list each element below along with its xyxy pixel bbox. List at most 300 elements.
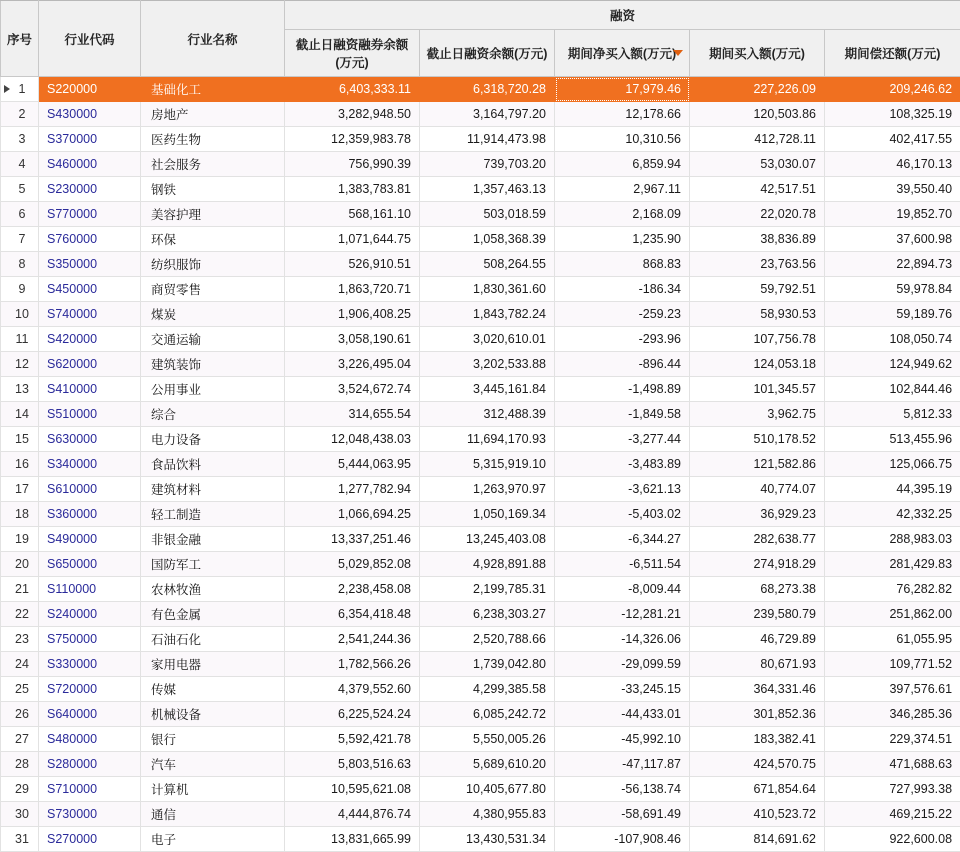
repay-amount-cell[interactable]: 397,576.61: [825, 677, 960, 702]
column-header-industry-code[interactable]: 行业代码: [39, 1, 141, 77]
margin-balance-total-cell[interactable]: 6,225,524.24: [285, 702, 420, 727]
net-buy-amount-cell[interactable]: -186.34: [555, 277, 690, 302]
industry-name-cell[interactable]: 轻工制造: [141, 502, 285, 527]
industry-name-cell[interactable]: 传媒: [141, 677, 285, 702]
industry-code-cell[interactable]: S460000: [39, 152, 141, 177]
repay-amount-cell[interactable]: 727,993.38: [825, 777, 960, 802]
margin-balance-total-cell[interactable]: 1,071,644.75: [285, 227, 420, 252]
repay-amount-cell[interactable]: 46,170.13: [825, 152, 960, 177]
row-sequence-label: 20: [15, 557, 29, 571]
row-sequence-cell[interactable]: [1, 352, 39, 377]
buy-amount-cell[interactable]: 301,852.36: [690, 702, 825, 727]
table-row[interactable]: [1, 102, 960, 127]
buy-amount-cell[interactable]: 80,671.93: [690, 652, 825, 677]
repay-amount-cell[interactable]: 44,395.19: [825, 477, 960, 502]
net-buy-amount-cell[interactable]: -1,498.89: [555, 377, 690, 402]
margin-balance-total-cell[interactable]: 4,444,876.74: [285, 802, 420, 827]
buy-amount-cell[interactable]: 3,962.75: [690, 402, 825, 427]
financing-balance-cell[interactable]: 1,843,782.24: [420, 302, 555, 327]
table-row[interactable]: [1, 327, 960, 352]
financing-balance-cell[interactable]: 5,689,610.20: [420, 752, 555, 777]
table-row[interactable]: [1, 227, 960, 252]
margin-balance-total-cell[interactable]: 568,161.10: [285, 202, 420, 227]
industry-name-cell[interactable]: 基础化工: [141, 77, 285, 102]
financing-balance-cell[interactable]: 4,380,955.83: [420, 802, 555, 827]
column-header-industry-name[interactable]: 行业名称: [141, 1, 285, 77]
repay-amount-cell[interactable]: 513,455.96: [825, 427, 960, 452]
row-sequence-cell[interactable]: [1, 652, 39, 677]
financing-balance-cell[interactable]: 503,018.59: [420, 202, 555, 227]
net-buy-amount-cell[interactable]: -8,009.44: [555, 577, 690, 602]
row-sequence-cell[interactable]: [1, 127, 39, 152]
row-sequence-cell[interactable]: [1, 277, 39, 302]
margin-balance-total-cell[interactable]: 10,595,621.08: [285, 777, 420, 802]
repay-amount-cell[interactable]: 22,894.73: [825, 252, 960, 277]
margin-balance-total-cell[interactable]: 314,655.54: [285, 402, 420, 427]
row-sequence-cell[interactable]: [1, 252, 39, 277]
repay-amount-cell[interactable]: 61,055.95: [825, 627, 960, 652]
repay-amount-cell[interactable]: 109,771.52: [825, 652, 960, 677]
table-row[interactable]: [1, 577, 960, 602]
industry-name-cell[interactable]: 煤炭: [141, 302, 285, 327]
buy-amount-cell[interactable]: 46,729.89: [690, 627, 825, 652]
industry-code-cell[interactable]: S640000: [39, 702, 141, 727]
buy-amount-cell[interactable]: 410,523.72: [690, 802, 825, 827]
industry-name-cell[interactable]: 纺织服饰: [141, 252, 285, 277]
net-buy-amount-cell[interactable]: -5,403.02: [555, 502, 690, 527]
row-sequence-label: 13: [15, 382, 29, 396]
table-row[interactable]: [1, 352, 960, 377]
repay-amount-cell[interactable]: 288,983.03: [825, 527, 960, 552]
row-sequence-cell[interactable]: [1, 77, 39, 102]
table-row[interactable]: [1, 477, 960, 502]
repay-amount-cell[interactable]: 108,325.19: [825, 102, 960, 127]
row-sequence-cell[interactable]: [1, 202, 39, 227]
row-sequence-label: 2: [19, 107, 26, 121]
industry-code-cell[interactable]: S370000: [39, 127, 141, 152]
repay-amount-cell[interactable]: 76,282.82: [825, 577, 960, 602]
margin-balance-total-cell[interactable]: 1,277,782.94: [285, 477, 420, 502]
repay-amount-cell[interactable]: 125,066.75: [825, 452, 960, 477]
financing-balance-cell[interactable]: 1,830,361.60: [420, 277, 555, 302]
industry-name-cell[interactable]: 交通运输: [141, 327, 285, 352]
industry-name-cell[interactable]: 商贸零售: [141, 277, 285, 302]
table-row[interactable]: [1, 552, 960, 577]
repay-amount-cell[interactable]: 102,844.46: [825, 377, 960, 402]
buy-amount-cell[interactable]: 38,836.89: [690, 227, 825, 252]
industry-code-cell[interactable]: S270000: [39, 827, 141, 852]
row-sequence-cell[interactable]: [1, 452, 39, 477]
margin-balance-total-cell[interactable]: 13,337,251.46: [285, 527, 420, 552]
net-buy-amount-cell[interactable]: -14,326.06: [555, 627, 690, 652]
row-sequence-label: 7: [19, 232, 26, 246]
industry-code-cell[interactable]: S650000: [39, 552, 141, 577]
row-sequence-cell[interactable]: [1, 627, 39, 652]
financing-balance-cell[interactable]: 1,357,463.13: [420, 177, 555, 202]
row-sequence-cell[interactable]: [1, 502, 39, 527]
net-buy-amount-cell[interactable]: -107,908.46: [555, 827, 690, 852]
table-row[interactable]: [1, 527, 960, 552]
buy-amount-cell[interactable]: 40,774.07: [690, 477, 825, 502]
margin-balance-total-cell[interactable]: 5,029,852.08: [285, 552, 420, 577]
table-row[interactable]: [1, 802, 960, 827]
industry-code-cell[interactable]: S730000: [39, 802, 141, 827]
repay-amount-cell[interactable]: 37,600.98: [825, 227, 960, 252]
industry-code-cell[interactable]: S350000: [39, 252, 141, 277]
repay-amount-cell[interactable]: 39,550.40: [825, 177, 960, 202]
financing-balance-cell[interactable]: 10,405,677.80: [420, 777, 555, 802]
table-row[interactable]: [1, 702, 960, 727]
buy-amount-cell[interactable]: 412,728.11: [690, 127, 825, 152]
margin-balance-total-cell[interactable]: 3,524,672.74: [285, 377, 420, 402]
net-buy-amount-cell[interactable]: -44,433.01: [555, 702, 690, 727]
repay-amount-cell[interactable]: 471,688.63: [825, 752, 960, 777]
margin-balance-total-cell[interactable]: 1,066,694.25: [285, 502, 420, 527]
financing-balance-cell[interactable]: 3,202,533.88: [420, 352, 555, 377]
financing-balance-cell[interactable]: 508,264.55: [420, 252, 555, 277]
financing-balance-cell[interactable]: 3,020,610.01: [420, 327, 555, 352]
row-sequence-cell[interactable]: [1, 427, 39, 452]
industry-code-cell[interactable]: S220000: [39, 77, 141, 102]
repay-amount-cell[interactable]: 124,949.62: [825, 352, 960, 377]
industry-name-cell[interactable]: 电子: [141, 827, 285, 852]
table-row[interactable]: [1, 277, 960, 302]
industry-code-cell[interactable]: S240000: [39, 602, 141, 627]
buy-amount-cell[interactable]: 424,570.75: [690, 752, 825, 777]
row-sequence-cell[interactable]: [1, 727, 39, 752]
net-buy-amount-cell[interactable]: -58,691.49: [555, 802, 690, 827]
row-sequence-label: 31: [15, 832, 29, 846]
industry-code-cell[interactable]: S280000: [39, 752, 141, 777]
repay-amount-cell[interactable]: 59,189.76: [825, 302, 960, 327]
row-sequence-cell[interactable]: [1, 677, 39, 702]
industry-name-cell[interactable]: 美容护理: [141, 202, 285, 227]
row-sequence-cell[interactable]: [1, 777, 39, 802]
margin-balance-total-cell[interactable]: 12,048,438.03: [285, 427, 420, 452]
table-row[interactable]: [1, 127, 960, 152]
industry-code-cell[interactable]: S760000: [39, 227, 141, 252]
margin-balance-total-cell[interactable]: 13,831,665.99: [285, 827, 420, 852]
table-row[interactable]: [1, 502, 960, 527]
margin-balance-total-cell[interactable]: 2,238,458.08: [285, 577, 420, 602]
row-sequence-cell[interactable]: [1, 827, 39, 852]
row-sequence-cell[interactable]: [1, 227, 39, 252]
net-buy-amount-cell[interactable]: 12,178.66: [555, 102, 690, 127]
net-buy-amount-cell[interactable]: 2,967.11: [555, 177, 690, 202]
net-buy-amount-cell[interactable]: -293.96: [555, 327, 690, 352]
industry-name-cell[interactable]: 社会服务: [141, 152, 285, 177]
repay-amount-cell[interactable]: 402,417.55: [825, 127, 960, 152]
margin-balance-total-cell[interactable]: 526,910.51: [285, 252, 420, 277]
industry-name-cell[interactable]: 建筑材料: [141, 477, 285, 502]
net-buy-amount-cell[interactable]: -3,277.44: [555, 427, 690, 452]
industry-name-cell[interactable]: 石油石化: [141, 627, 285, 652]
financing-balance-cell[interactable]: 11,694,170.93: [420, 427, 555, 452]
table-row[interactable]: [1, 427, 960, 452]
row-sequence-label: 29: [15, 782, 29, 796]
row-sequence-cell[interactable]: [1, 152, 39, 177]
column-header-seq[interactable]: 序号: [1, 1, 39, 77]
financing-balance-cell[interactable]: 2,199,785.31: [420, 577, 555, 602]
repay-amount-cell[interactable]: 922,600.08: [825, 827, 960, 852]
net-buy-amount-cell[interactable]: -29,099.59: [555, 652, 690, 677]
financing-balance-cell[interactable]: 3,164,797.20: [420, 102, 555, 127]
net-buy-amount-cell[interactable]: 17,979.46: [555, 77, 690, 102]
industry-name-cell[interactable]: 银行: [141, 727, 285, 752]
industry-name-cell[interactable]: 通信: [141, 802, 285, 827]
row-sequence-label: 25: [15, 682, 29, 696]
net-buy-amount-cell[interactable]: -259.23: [555, 302, 690, 327]
margin-balance-total-cell[interactable]: 5,592,421.78: [285, 727, 420, 752]
net-buy-amount-cell[interactable]: 2,168.09: [555, 202, 690, 227]
industry-name-cell[interactable]: 综合: [141, 402, 285, 427]
buy-amount-cell[interactable]: 59,792.51: [690, 277, 825, 302]
margin-balance-total-cell[interactable]: 3,058,190.61: [285, 327, 420, 352]
margin-balance-total-cell[interactable]: 3,282,948.50: [285, 102, 420, 127]
repay-amount-cell[interactable]: 108,050.74: [825, 327, 960, 352]
financing-balance-cell[interactable]: 13,245,403.08: [420, 527, 555, 552]
row-sequence-cell[interactable]: [1, 552, 39, 577]
repay-amount-cell[interactable]: 42,332.25: [825, 502, 960, 527]
row-sequence-label: 9: [19, 282, 26, 296]
financing-balance-cell[interactable]: 1,050,169.34: [420, 502, 555, 527]
net-buy-amount-cell[interactable]: 868.83: [555, 252, 690, 277]
sort-descending-arrow-icon[interactable]: [673, 50, 683, 56]
financing-balance-cell[interactable]: 6,318,720.28: [420, 77, 555, 102]
financing-balance-cell[interactable]: 1,739,042.80: [420, 652, 555, 677]
table-row[interactable]: [1, 727, 960, 752]
row-sequence-label: 30: [15, 807, 29, 821]
margin-balance-total-cell[interactable]: 1,863,720.71: [285, 277, 420, 302]
net-buy-amount-cell[interactable]: -12,281.21: [555, 602, 690, 627]
industry-name-cell[interactable]: 钢铁: [141, 177, 285, 202]
financing-balance-cell[interactable]: 13,430,531.34: [420, 827, 555, 852]
net-buy-amount-cell[interactable]: -47,117.87: [555, 752, 690, 777]
net-buy-amount-cell[interactable]: 10,310.56: [555, 127, 690, 152]
table-row[interactable]: [1, 252, 960, 277]
table-row[interactable]: [1, 652, 960, 677]
repay-amount-cell[interactable]: 346,285.36: [825, 702, 960, 727]
financing-balance-cell[interactable]: 3,445,161.84: [420, 377, 555, 402]
buy-amount-cell[interactable]: 23,763.56: [690, 252, 825, 277]
repay-amount-cell[interactable]: 19,852.70: [825, 202, 960, 227]
industry-name-cell[interactable]: 电力设备: [141, 427, 285, 452]
net-buy-amount-cell[interactable]: -56,138.74: [555, 777, 690, 802]
financing-balance-cell[interactable]: 1,058,368.39: [420, 227, 555, 252]
industry-code-cell[interactable]: S740000: [39, 302, 141, 327]
table-row[interactable]: [1, 827, 960, 852]
margin-balance-total-cell[interactable]: 6,354,418.48: [285, 602, 420, 627]
industry-name-cell[interactable]: 非银金融: [141, 527, 285, 552]
financing-balance-cell[interactable]: 5,550,005.26: [420, 727, 555, 752]
buy-amount-cell[interactable]: 22,020.78: [690, 202, 825, 227]
buy-amount-cell[interactable]: 53,030.07: [690, 152, 825, 177]
industry-code-cell[interactable]: S410000: [39, 377, 141, 402]
buy-amount-cell[interactable]: 274,918.29: [690, 552, 825, 577]
buy-amount-cell[interactable]: 121,582.86: [690, 452, 825, 477]
net-buy-amount-cell[interactable]: -3,621.13: [555, 477, 690, 502]
margin-balance-total-cell[interactable]: 12,359,983.78: [285, 127, 420, 152]
buy-amount-cell[interactable]: 814,691.62: [690, 827, 825, 852]
financing-balance-cell[interactable]: 739,703.20: [420, 152, 555, 177]
industry-name-cell[interactable]: 计算机: [141, 777, 285, 802]
industry-code-cell[interactable]: S490000: [39, 527, 141, 552]
industry-name-cell[interactable]: 农林牧渔: [141, 577, 285, 602]
industry-name-cell[interactable]: 机械设备: [141, 702, 285, 727]
table-row[interactable]: [1, 202, 960, 227]
buy-amount-cell[interactable]: 58,930.53: [690, 302, 825, 327]
margin-balance-total-cell[interactable]: 5,803,516.63: [285, 752, 420, 777]
repay-amount-cell[interactable]: 251,862.00: [825, 602, 960, 627]
industry-name-cell[interactable]: 食品饮料: [141, 452, 285, 477]
margin-balance-total-cell[interactable]: 5,444,063.95: [285, 452, 420, 477]
financing-balance-cell[interactable]: 6,085,242.72: [420, 702, 555, 727]
table-row[interactable]: [1, 777, 960, 802]
industry-code-cell[interactable]: S770000: [39, 202, 141, 227]
row-sequence-cell[interactable]: [1, 802, 39, 827]
industry-name-cell[interactable]: 环保: [141, 227, 285, 252]
table-row[interactable]: [1, 152, 960, 177]
table-row[interactable]: [1, 677, 960, 702]
row-sequence-cell[interactable]: [1, 527, 39, 552]
buy-amount-cell[interactable]: 101,345.57: [690, 377, 825, 402]
industry-name-cell[interactable]: 家用电器: [141, 652, 285, 677]
table-row[interactable]: [1, 627, 960, 652]
industry-name-cell[interactable]: 建筑装饰: [141, 352, 285, 377]
industry-code-cell[interactable]: S710000: [39, 777, 141, 802]
row-sequence-cell[interactable]: [1, 752, 39, 777]
buy-amount-cell[interactable]: 510,178.52: [690, 427, 825, 452]
financing-balance-cell[interactable]: 1,263,970.97: [420, 477, 555, 502]
industry-code-cell[interactable]: S480000: [39, 727, 141, 752]
buy-amount-cell[interactable]: 42,517.51: [690, 177, 825, 202]
row-sequence-cell[interactable]: [1, 402, 39, 427]
industry-name-cell[interactable]: 汽车: [141, 752, 285, 777]
industry-code-cell[interactable]: S230000: [39, 177, 141, 202]
row-sequence-cell[interactable]: [1, 377, 39, 402]
margin-balance-total-cell[interactable]: 1,782,566.26: [285, 652, 420, 677]
column-header-buy-amount[interactable]: 期间买入额(万元): [690, 30, 825, 77]
buy-amount-cell[interactable]: 239,580.79: [690, 602, 825, 627]
margin-balance-total-cell[interactable]: 1,383,783.81: [285, 177, 420, 202]
industry-code-cell[interactable]: S330000: [39, 652, 141, 677]
industry-name-cell[interactable]: 房地产: [141, 102, 285, 127]
header-row-group: [1, 1, 960, 30]
buy-amount-cell[interactable]: 282,638.77: [690, 527, 825, 552]
buy-amount-cell[interactable]: 68,273.38: [690, 577, 825, 602]
financing-balance-cell[interactable]: 4,299,385.58: [420, 677, 555, 702]
repay-amount-cell[interactable]: 59,978.84: [825, 277, 960, 302]
net-buy-amount-cell[interactable]: -6,344.27: [555, 527, 690, 552]
industry-name-cell[interactable]: 有色金属: [141, 602, 285, 627]
table-row[interactable]: [1, 77, 960, 102]
table-row[interactable]: [1, 402, 960, 427]
industry-code-cell[interactable]: S630000: [39, 427, 141, 452]
table-row[interactable]: [1, 602, 960, 627]
margin-balance-total-cell[interactable]: 4,379,552.60: [285, 677, 420, 702]
industry-name-cell[interactable]: 医药生物: [141, 127, 285, 152]
table-row[interactable]: [1, 177, 960, 202]
industry-code-cell[interactable]: S620000: [39, 352, 141, 377]
column-header-margin-balance-total[interactable]: 截止日融资融券余额(万元): [285, 30, 420, 77]
buy-amount-cell[interactable]: 364,331.46: [690, 677, 825, 702]
financing-balance-cell[interactable]: 6,238,303.27: [420, 602, 555, 627]
column-group-header-financing[interactable]: 融资: [285, 1, 960, 30]
row-sequence-label: 6: [19, 207, 26, 221]
row-sequence-cell[interactable]: [1, 102, 39, 127]
industry-code-cell[interactable]: S610000: [39, 477, 141, 502]
repay-amount-cell[interactable]: 5,812.33: [825, 402, 960, 427]
repay-amount-cell[interactable]: 229,374.51: [825, 727, 960, 752]
table-row[interactable]: [1, 752, 960, 777]
margin-balance-total-cell[interactable]: 6,403,333.11: [285, 77, 420, 102]
repay-amount-cell[interactable]: 281,429.83: [825, 552, 960, 577]
column-header-net-buy-amount[interactable]: [555, 30, 690, 77]
row-sequence-cell[interactable]: [1, 702, 39, 727]
industry-code-cell[interactable]: S510000: [39, 402, 141, 427]
industry-code-cell[interactable]: S360000: [39, 502, 141, 527]
table-row[interactable]: [1, 302, 960, 327]
column-header-financing-balance[interactable]: 截止日融资余额(万元): [420, 30, 555, 77]
industry-code-cell[interactable]: S720000: [39, 677, 141, 702]
margin-balance-total-cell[interactable]: 2,541,244.36: [285, 627, 420, 652]
financing-balance-cell[interactable]: 5,315,919.10: [420, 452, 555, 477]
row-sequence-cell[interactable]: [1, 327, 39, 352]
net-buy-amount-cell[interactable]: -896.44: [555, 352, 690, 377]
buy-amount-cell[interactable]: 36,929.23: [690, 502, 825, 527]
industry-code-cell[interactable]: S420000: [39, 327, 141, 352]
buy-amount-cell[interactable]: 124,053.18: [690, 352, 825, 377]
industry-name-cell[interactable]: 国防军工: [141, 552, 285, 577]
row-sequence-cell[interactable]: [1, 177, 39, 202]
buy-amount-cell[interactable]: 227,226.09: [690, 77, 825, 102]
row-sequence-cell[interactable]: [1, 477, 39, 502]
financing-balance-cell[interactable]: 2,520,788.66: [420, 627, 555, 652]
net-buy-amount-cell[interactable]: -6,511.54: [555, 552, 690, 577]
buy-amount-cell[interactable]: 107,756.78: [690, 327, 825, 352]
repay-amount-cell[interactable]: 209,246.62: [825, 77, 960, 102]
net-buy-amount-cell[interactable]: 6,859.94: [555, 152, 690, 177]
column-header-repay-amount[interactable]: 期间偿还额(万元): [825, 30, 960, 77]
industry-code-cell[interactable]: S450000: [39, 277, 141, 302]
net-buy-amount-cell[interactable]: -1,849.58: [555, 402, 690, 427]
financing-balance-cell[interactable]: 11,914,473.98: [420, 127, 555, 152]
margin-balance-total-cell[interactable]: 3,226,495.04: [285, 352, 420, 377]
net-buy-amount-cell[interactable]: -33,245.15: [555, 677, 690, 702]
repay-amount-cell[interactable]: 469,215.22: [825, 802, 960, 827]
financing-balance-cell[interactable]: 4,928,891.88: [420, 552, 555, 577]
row-sequence-cell[interactable]: [1, 577, 39, 602]
net-buy-amount-cell[interactable]: -45,992.10: [555, 727, 690, 752]
net-buy-amount-cell[interactable]: -3,483.89: [555, 452, 690, 477]
buy-amount-cell[interactable]: 671,854.64: [690, 777, 825, 802]
industry-code-cell[interactable]: S340000: [39, 452, 141, 477]
margin-balance-total-cell[interactable]: 1,906,408.25: [285, 302, 420, 327]
row-sequence-cell[interactable]: [1, 302, 39, 327]
net-buy-amount-cell[interactable]: 1,235.90: [555, 227, 690, 252]
table-row[interactable]: [1, 452, 960, 477]
table-row[interactable]: [1, 377, 960, 402]
margin-balance-total-cell[interactable]: 756,990.39: [285, 152, 420, 177]
industry-name-cell[interactable]: 公用事业: [141, 377, 285, 402]
industry-code-cell[interactable]: S430000: [39, 102, 141, 127]
industry-code-cell[interactable]: S750000: [39, 627, 141, 652]
buy-amount-cell[interactable]: 183,382.41: [690, 727, 825, 752]
buy-amount-cell[interactable]: 120,503.86: [690, 102, 825, 127]
financing-balance-cell[interactable]: 312,488.39: [420, 402, 555, 427]
row-sequence-cell[interactable]: [1, 602, 39, 627]
industry-code-cell[interactable]: S110000: [39, 577, 141, 602]
